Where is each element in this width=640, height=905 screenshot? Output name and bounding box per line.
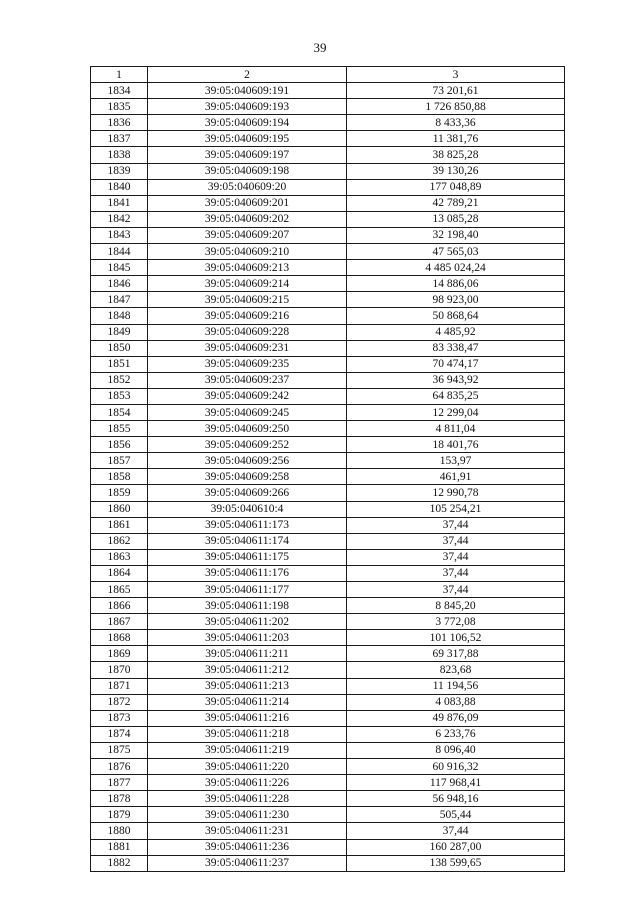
row-number-cell: 1858 — [91, 469, 148, 485]
table-row — [91, 179, 565, 195]
cadastral-number-cell: 39:05:040611:213 — [148, 678, 347, 694]
cadastral-number-cell: 39:05:040609:210 — [148, 244, 347, 260]
cadastral-number-cell: 39:05:040609:197 — [148, 147, 347, 163]
table-row — [91, 485, 565, 501]
row-number-cell: 1864 — [91, 565, 148, 581]
table-row — [91, 324, 565, 340]
cadastral-number-cell: 39:05:040609:228 — [148, 324, 347, 340]
amount-cell: 153,97 — [347, 453, 565, 469]
table-row — [91, 662, 565, 678]
table-row — [91, 501, 565, 517]
table-row — [91, 404, 565, 420]
row-number-cell: 1867 — [91, 614, 148, 630]
amount-cell: 13 085,28 — [347, 211, 565, 227]
amount-cell: 3 772,08 — [347, 614, 565, 630]
row-number-cell: 1842 — [91, 211, 148, 227]
row-number-cell: 1872 — [91, 694, 148, 710]
table-row — [91, 598, 565, 614]
amount-cell: 117 968,41 — [347, 775, 565, 791]
cadastral-number-cell: 39:05:040609:258 — [148, 469, 347, 485]
cadastral-number-cell: 39:05:040609:231 — [148, 340, 347, 356]
amount-cell: 8 096,40 — [347, 742, 565, 758]
row-number-cell: 1861 — [91, 517, 148, 533]
table-row — [91, 678, 565, 694]
amount-cell: 37,44 — [347, 549, 565, 565]
amount-cell: 4 485,92 — [347, 324, 565, 340]
table-row — [91, 195, 565, 211]
cadastral-number-cell: 39:05:040611:219 — [148, 742, 347, 758]
amount-cell: 37,44 — [347, 565, 565, 581]
table-row — [91, 839, 565, 855]
column-header: 2 — [148, 67, 347, 83]
row-number-cell: 1848 — [91, 308, 148, 324]
amount-cell: 177 048,89 — [347, 179, 565, 195]
table-row — [91, 131, 565, 147]
table-row — [91, 388, 565, 404]
amount-cell: 4 083,88 — [347, 694, 565, 710]
cadastral-number-cell: 39:05:040609:256 — [148, 453, 347, 469]
table-row — [91, 759, 565, 775]
row-number-cell: 1878 — [91, 791, 148, 807]
amount-cell: 83 338,47 — [347, 340, 565, 356]
table-row — [91, 147, 565, 163]
table-row — [91, 726, 565, 742]
row-number-cell: 1835 — [91, 99, 148, 115]
amount-cell: 38 825,28 — [347, 147, 565, 163]
cadastral-number-cell: 39:05:040611:220 — [148, 759, 347, 775]
cadastral-number-cell: 39:05:040611:230 — [148, 807, 347, 823]
table-row — [91, 582, 565, 598]
row-number-cell: 1834 — [91, 83, 148, 99]
table-row — [91, 533, 565, 549]
cadastral-number-cell: 39:05:040609:245 — [148, 404, 347, 420]
row-number-cell: 1869 — [91, 646, 148, 662]
cadastral-number-cell: 39:05:040609:215 — [148, 292, 347, 308]
cadastral-number-cell: 39:05:040611:214 — [148, 694, 347, 710]
cadastral-number-cell: 39:05:040609:213 — [148, 260, 347, 276]
amount-cell: 14 886,06 — [347, 276, 565, 292]
cadastral-number-cell: 39:05:040611:228 — [148, 791, 347, 807]
cadastral-number-cell: 39:05:040609:250 — [148, 421, 347, 437]
table-row — [91, 227, 565, 243]
table-row — [91, 775, 565, 791]
amount-cell: 37,44 — [347, 823, 565, 839]
cadastral-number-cell: 39:05:040611:175 — [148, 549, 347, 565]
cadastral-number-cell: 39:05:040609:207 — [148, 227, 347, 243]
amount-cell: 64 835,25 — [347, 388, 565, 404]
amount-cell: 56 948,16 — [347, 791, 565, 807]
amount-cell: 8 433,36 — [347, 115, 565, 131]
amount-cell: 36 943,92 — [347, 372, 565, 388]
table-row — [91, 614, 565, 630]
row-number-cell: 1853 — [91, 388, 148, 404]
row-number-cell: 1845 — [91, 260, 148, 276]
amount-cell: 1 726 850,88 — [347, 99, 565, 115]
amount-cell: 39 130,26 — [347, 163, 565, 179]
cadastral-number-cell: 39:05:040611:218 — [148, 726, 347, 742]
cadastral-number-cell: 39:05:040611:216 — [148, 710, 347, 726]
amount-cell: 70 474,17 — [347, 356, 565, 372]
cadastral-number-cell: 39:05:040609:252 — [148, 437, 347, 453]
amount-cell: 138 599,65 — [347, 855, 565, 871]
cadastral-number-cell: 39:05:040611:231 — [148, 823, 347, 839]
table-row — [91, 517, 565, 533]
column-header: 3 — [347, 67, 565, 83]
cadastral-number-cell: 39:05:040611:211 — [148, 646, 347, 662]
amount-cell: 69 317,88 — [347, 646, 565, 662]
table-body — [91, 83, 565, 872]
row-number-cell: 1877 — [91, 775, 148, 791]
amount-cell: 4 485 024,24 — [347, 260, 565, 276]
amount-cell: 12 299,04 — [347, 404, 565, 420]
table-row — [91, 99, 565, 115]
amount-cell: 47 565,03 — [347, 244, 565, 260]
cadastral-number-cell: 39:05:040611:198 — [148, 598, 347, 614]
amount-cell: 6 233,76 — [347, 726, 565, 742]
amount-cell: 160 287,00 — [347, 839, 565, 855]
cadastral-number-cell: 39:05:040609:195 — [148, 131, 347, 147]
column-header: 1 — [91, 67, 148, 83]
cadastral-number-cell: 39:05:040611:203 — [148, 630, 347, 646]
amount-cell: 18 401,76 — [347, 437, 565, 453]
cadastral-number-cell: 39:05:040609:216 — [148, 308, 347, 324]
table-row — [91, 163, 565, 179]
cadastral-number-cell: 39:05:040609:194 — [148, 115, 347, 131]
cadastral-number-cell: 39:05:040609:235 — [148, 356, 347, 372]
table-row — [91, 549, 565, 565]
cadastral-number-cell: 39:05:040611:236 — [148, 839, 347, 855]
table-row — [91, 83, 565, 99]
table-row — [91, 244, 565, 260]
cadastral-number-cell: 39:05:040609:198 — [148, 163, 347, 179]
amount-cell: 60 916,32 — [347, 759, 565, 775]
table-row — [91, 292, 565, 308]
table-row — [91, 211, 565, 227]
amount-cell: 73 201,61 — [347, 83, 565, 99]
cadastral-number-cell: 39:05:040611:176 — [148, 565, 347, 581]
table-row — [91, 565, 565, 581]
row-number-cell: 1843 — [91, 227, 148, 243]
table-row — [91, 260, 565, 276]
row-number-cell: 1841 — [91, 195, 148, 211]
table-row — [91, 791, 565, 807]
cadastral-number-cell: 39:05:040609:201 — [148, 195, 347, 211]
row-number-cell: 1849 — [91, 324, 148, 340]
row-number-cell: 1850 — [91, 340, 148, 356]
cadastral-number-cell: 39:05:040609:266 — [148, 485, 347, 501]
table-row — [91, 646, 565, 662]
row-number-cell: 1847 — [91, 292, 148, 308]
row-number-cell: 1879 — [91, 807, 148, 823]
cadastral-number-cell: 39:05:040609:202 — [148, 211, 347, 227]
table-row — [91, 276, 565, 292]
table-row — [91, 421, 565, 437]
cadastral-number-cell: 39:05:040611:177 — [148, 582, 347, 598]
amount-cell: 505,44 — [347, 807, 565, 823]
page-number: 39 — [313, 40, 327, 55]
cadastral-number-cell: 39:05:040609:214 — [148, 276, 347, 292]
amount-cell: 11 381,76 — [347, 131, 565, 147]
row-number-cell: 1876 — [91, 759, 148, 775]
row-number-cell: 1837 — [91, 131, 148, 147]
row-number-cell: 1863 — [91, 549, 148, 565]
cadastral-number-cell: 39:05:040609:242 — [148, 388, 347, 404]
amount-cell: 32 198,40 — [347, 227, 565, 243]
row-number-cell: 1856 — [91, 437, 148, 453]
amount-cell: 98 923,00 — [347, 292, 565, 308]
row-number-cell: 1852 — [91, 372, 148, 388]
table-header-row — [91, 67, 565, 83]
amount-cell: 105 254,21 — [347, 501, 565, 517]
cadastral-number-cell: 39:05:040611:173 — [148, 517, 347, 533]
amount-cell: 8 845,20 — [347, 598, 565, 614]
table-row — [91, 855, 565, 871]
amount-cell: 49 876,09 — [347, 710, 565, 726]
table-row — [91, 372, 565, 388]
row-number-cell: 1881 — [91, 839, 148, 855]
cadastral-number-cell: 39:05:040611:237 — [148, 855, 347, 871]
row-number-cell: 1870 — [91, 662, 148, 678]
row-number-cell: 1873 — [91, 710, 148, 726]
table-row — [91, 437, 565, 453]
cadastral-number-cell: 39:05:040609:191 — [148, 83, 347, 99]
table-row — [91, 356, 565, 372]
cadastral-number-cell: 39:05:040610:4 — [148, 501, 347, 517]
row-number-cell: 1855 — [91, 421, 148, 437]
amount-cell: 823,68 — [347, 662, 565, 678]
row-number-cell: 1857 — [91, 453, 148, 469]
table-row — [91, 742, 565, 758]
row-number-cell: 1880 — [91, 823, 148, 839]
amount-cell: 4 811,04 — [347, 421, 565, 437]
table-row — [91, 115, 565, 131]
row-number-cell: 1871 — [91, 678, 148, 694]
row-number-cell: 1868 — [91, 630, 148, 646]
amount-cell: 42 789,21 — [347, 195, 565, 211]
cadastral-number-cell: 39:05:040609:193 — [148, 99, 347, 115]
cadastral-number-cell: 39:05:040611:174 — [148, 533, 347, 549]
row-number-cell: 1859 — [91, 485, 148, 501]
row-number-cell: 1874 — [91, 726, 148, 742]
cadastral-number-cell: 39:05:040609:237 — [148, 372, 347, 388]
row-number-cell: 1851 — [91, 356, 148, 372]
table-row — [91, 308, 565, 324]
cadastral-number-cell: 39:05:040611:212 — [148, 662, 347, 678]
table-row — [91, 630, 565, 646]
table-row — [91, 340, 565, 356]
cadastral-number-cell: 39:05:040609:20 — [148, 179, 347, 195]
amount-cell: 11 194,56 — [347, 678, 565, 694]
amount-cell: 101 106,52 — [347, 630, 565, 646]
row-number-cell: 1862 — [91, 533, 148, 549]
table-row — [91, 694, 565, 710]
table-row — [91, 807, 565, 823]
row-number-cell: 1882 — [91, 855, 148, 871]
data-table — [90, 66, 565, 872]
amount-cell: 37,44 — [347, 517, 565, 533]
row-number-cell: 1839 — [91, 163, 148, 179]
row-number-cell: 1866 — [91, 598, 148, 614]
table-row — [91, 453, 565, 469]
amount-cell: 461,91 — [347, 469, 565, 485]
cadastral-number-cell: 39:05:040611:202 — [148, 614, 347, 630]
row-number-cell: 1844 — [91, 244, 148, 260]
amount-cell: 12 990,78 — [347, 485, 565, 501]
row-number-cell: 1875 — [91, 742, 148, 758]
row-number-cell: 1840 — [91, 179, 148, 195]
row-number-cell: 1860 — [91, 501, 148, 517]
amount-cell: 50 868,64 — [347, 308, 565, 324]
row-number-cell: 1846 — [91, 276, 148, 292]
row-number-cell: 1865 — [91, 582, 148, 598]
table-row — [91, 469, 565, 485]
row-number-cell: 1854 — [91, 404, 148, 420]
amount-cell: 37,44 — [347, 533, 565, 549]
table-row — [91, 710, 565, 726]
table-row — [91, 823, 565, 839]
cadastral-number-cell: 39:05:040611:226 — [148, 775, 347, 791]
row-number-cell: 1838 — [91, 147, 148, 163]
amount-cell: 37,44 — [347, 582, 565, 598]
row-number-cell: 1836 — [91, 115, 148, 131]
